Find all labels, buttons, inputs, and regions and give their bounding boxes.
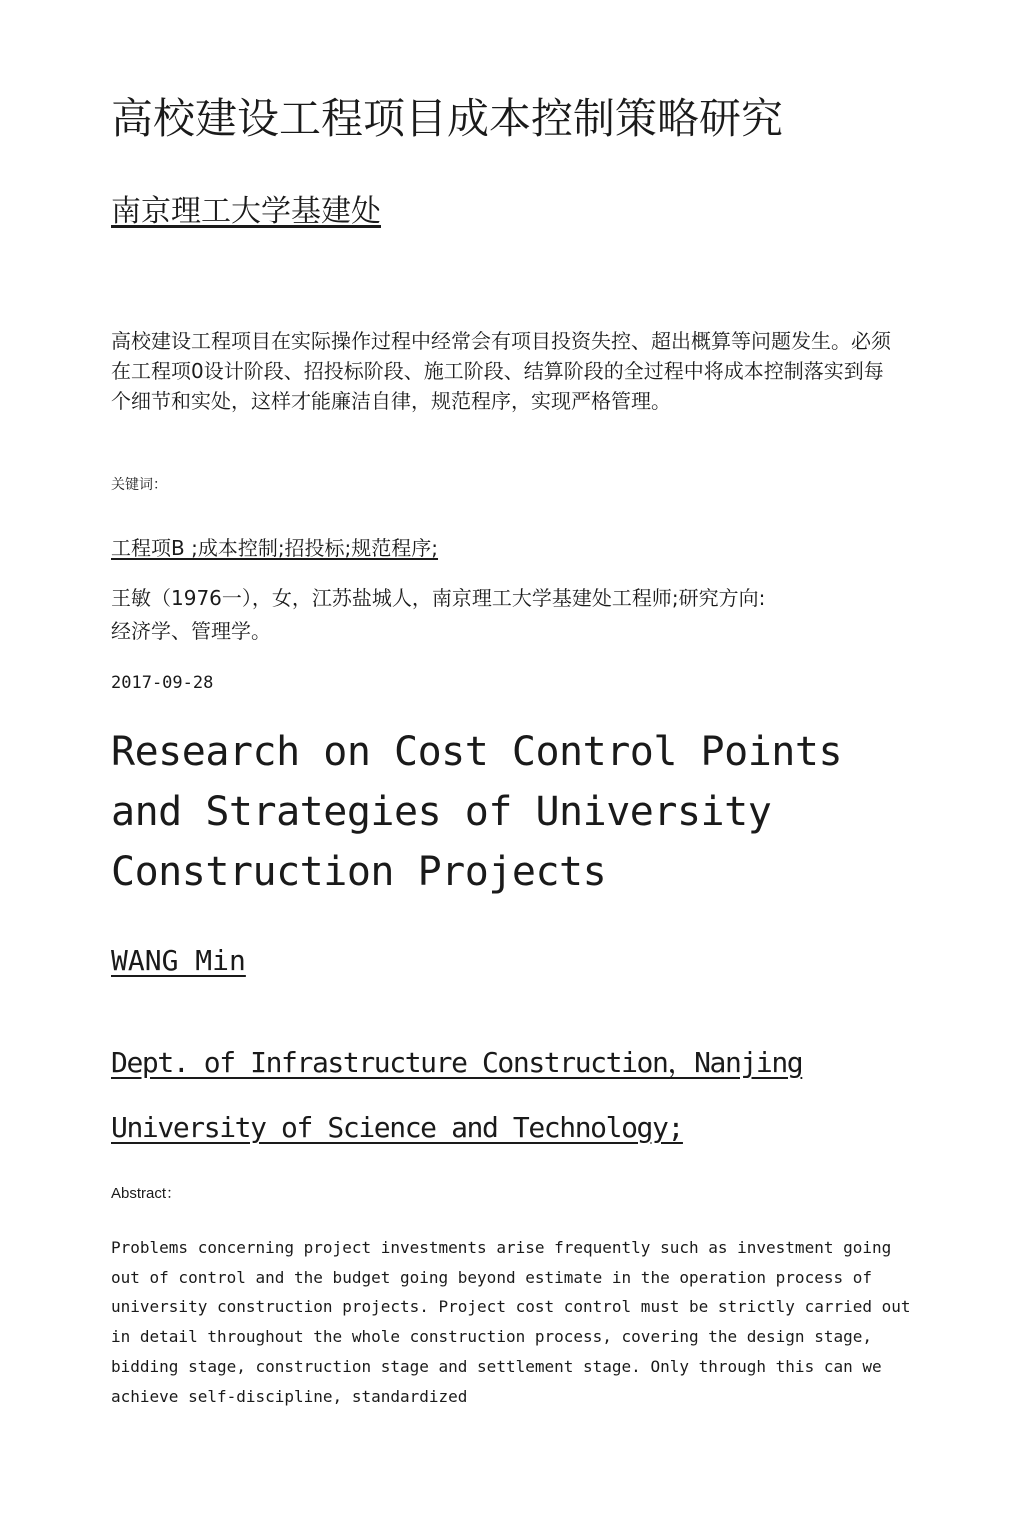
chinese-title: 高校建设工程项目成本控制策略研究: [111, 94, 784, 143]
english-abstract: Problems concerning project investments arise frequently such as investment going out of control and the budget going beyond estimate in the operation process of university construction projects. Project cost control must be strictly carried out in detail throughout the whole construction process, covering the design stage, bidding stage, construction stage and settlement stage. Only through this can we achieve self-discipline, standardized: [111, 1238, 911, 1406]
english-abstract-label: Abstract：: [111, 1185, 182, 1202]
chinese-keywords-label: 关键词：: [111, 477, 167, 493]
chinese-keywords-link[interactable]: 工程项B ;成本控制;招投标;规范程序;: [111, 536, 439, 560]
publication-date: 2017-09-28: [111, 673, 214, 693]
english-title: Research on Cost Control Points and Strategies of University Construction Projects: [111, 729, 843, 895]
chinese-abstract: 高校建设工程项目在实际操作过程中经常会有项目投资失控、超出概算等问题发生。必须在工程项0设计阶段、招投标阶段、施工阶段、结算阶段的全过程中将成本控制落实到每个细节和实处，这样才能廉洁自律，规范程序，实现严格管理。: [111, 329, 891, 413]
english-author-link[interactable]: WANG Min: [111, 944, 246, 977]
english-affiliation-link-line1[interactable]: Dept. of Infrastructure Construction，Nanjing: [111, 1046, 803, 1079]
english-affiliation: [111, 1030, 911, 1160]
english-affiliation-link-line2[interactable]: University of Science and Technology;: [111, 1111, 683, 1144]
chinese-author-note: 王敏（1976一），女，江苏盐城人，南京理工大学基建处工程师;研究方向:经济学、管理学。: [111, 586, 766, 643]
chinese-affiliation-link[interactable]: 南京理工大学基建处: [111, 194, 381, 229]
